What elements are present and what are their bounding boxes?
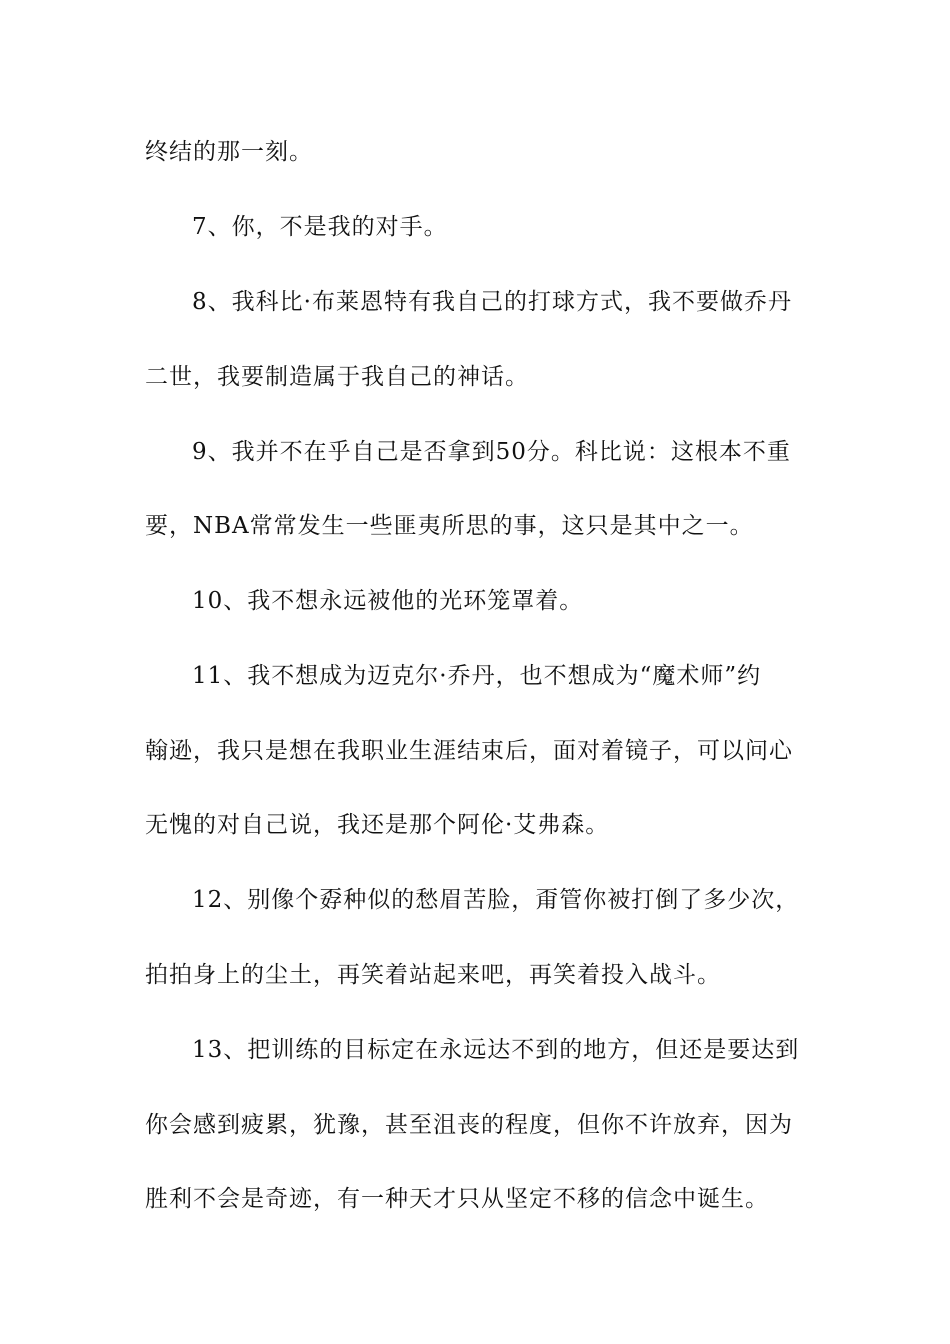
- text-line: 12、别像个孬种似的愁眉苦脸，甭管你被打倒了多少次，: [192, 887, 800, 913]
- text-line: 7、你，不是我的对手。: [192, 214, 448, 240]
- text-line: 10、我不想永远被他的光环笼罩着。: [192, 588, 584, 614]
- text-line: 翰逊，我只是想在我职业生涯结束后，面对着镜子，可以问心: [145, 738, 793, 764]
- text-line: 8、我科比·布莱恩特有我自己的打球方式，我不要做乔丹: [192, 289, 792, 315]
- text-line: 13、把训练的目标定在永远达不到的地方，但还是要达到: [192, 1037, 800, 1063]
- text-line: 无愧的对自己说，我还是那个阿伦·艾弗森。: [145, 812, 610, 838]
- text-line: 终结的那一刻。: [145, 139, 313, 165]
- text-line: 拍拍身上的尘土，再笑着站起来吧，再笑着投入战斗。: [145, 962, 721, 988]
- text-line: 要，NBA常常发生一些匪夷所思的事，这只是其中之一。: [145, 513, 754, 539]
- text-line: 9、我并不在乎自己是否拿到50分。科比说：这根本不重: [192, 439, 791, 465]
- text-line: 你会感到疲累，犹豫，甚至沮丧的程度，但你不许放弃，因为: [145, 1112, 793, 1138]
- text-line: 11、我不想成为迈克尔·乔丹，也不想成为“魔术师”约: [192, 663, 762, 689]
- text-line: 胜利不会是奇迹，有一种天才只从坚定不移的信念中诞生。: [145, 1186, 769, 1212]
- text-line: 二世，我要制造属于我自己的神话。: [145, 364, 529, 390]
